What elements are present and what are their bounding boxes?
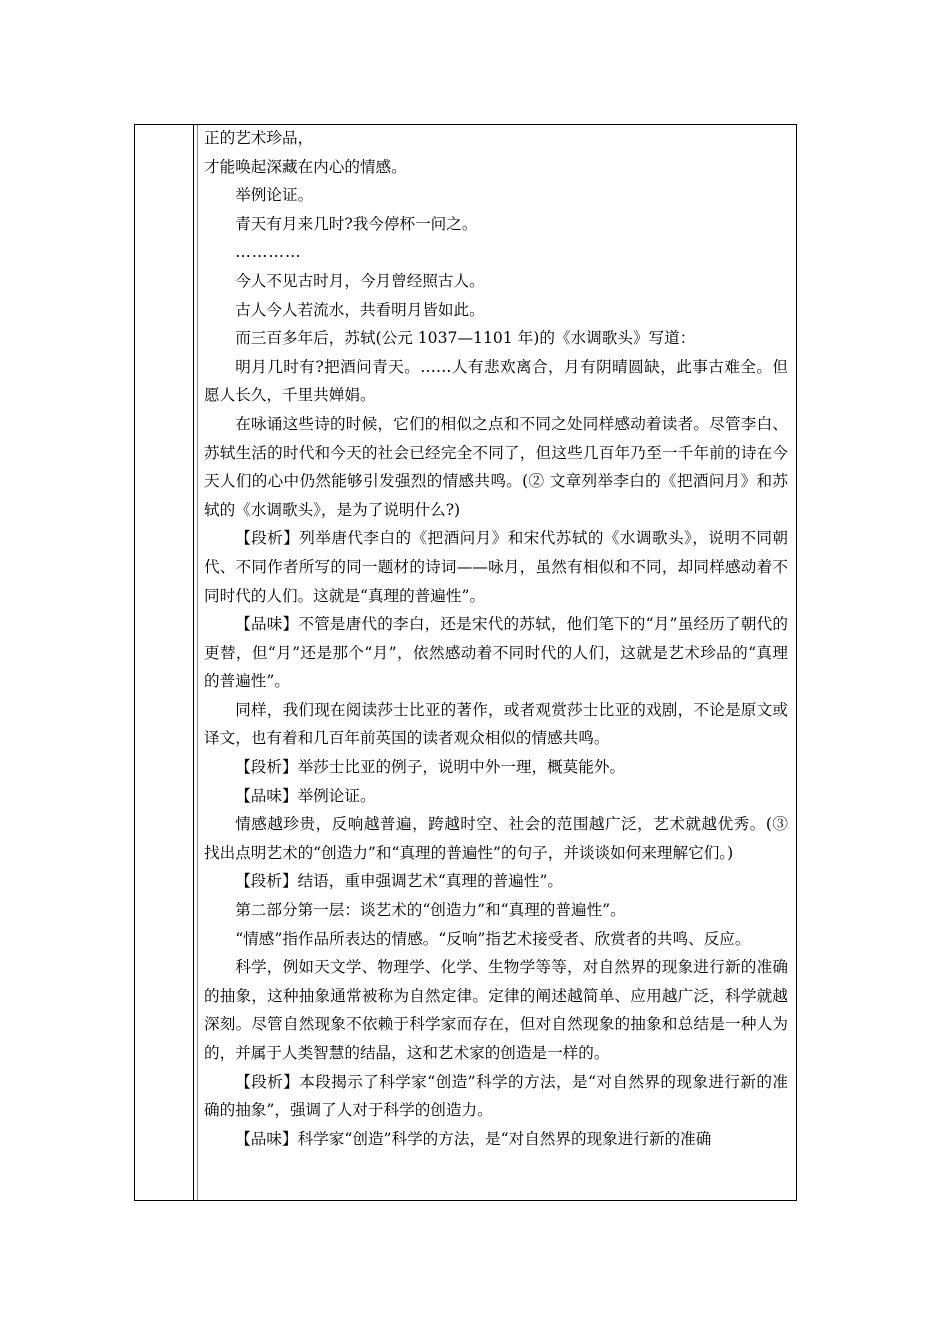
paragraph-reading-poems: 在咏诵这些诗的时候，它们的相似之点和不同之处同样感动着读者。尽管李白、苏轼生活的时代和今天的社会已经完全不同了，但这些几百年乃至一千年前的诗在今天人们的心中仍然能够引发强烈的情感共鸣。(② 文章列举李白的《把酒问月》和苏轼的《水调歌头》，是为了说明什么?) <box>204 414 788 519</box>
analysis-pinwei-2: 【品味】举例论证。 <box>235 786 376 805</box>
poem-line-2: 今人不见古时月，今月曾经照古人。 <box>235 271 485 290</box>
analysis-pinwei-3: 【品味】科学家“创造”科学的方法，是“对自然界的现象进行新的准确 <box>235 1129 712 1148</box>
analysis-duanxi-2: 【段析】举莎士比亚的例子，说明中外一理，概莫能外。 <box>235 758 626 777</box>
poem-line-1: 青天有月来几时?我今停杯一问之。 <box>235 214 478 233</box>
paragraph-3: 举例论证。 <box>235 186 314 205</box>
analysis-pinwei-1: 【品味】不管是唐代的李白，还是宋代的苏轼，他们笔下的“月”虽经历了朝代的更替，但“月”还是那个“月”，依然感动着不同时代的人们，这就是艺术珍品的“真理的普遍性”。 <box>204 615 788 691</box>
analysis-duanxi-4: 【段析】本段揭示了科学家“创造”科学的方法，是“对自然界的现象进行新的准确的抽象”，强调了人对于科学的创造力。 <box>204 1072 788 1120</box>
column-divider-inner <box>197 125 198 1200</box>
ellipsis-line: ………… <box>235 243 302 262</box>
poem-line-3: 古人今人若流水，共看明月皆如此。 <box>235 300 485 319</box>
paragraph-emotion-value: 情感越珍贵，反响越普遍，跨越时空、社会的范围越广泛，艺术就越优秀。(③ 找出点明艺术的“创造力”和“真理的普遍性”的句子，并谈谈如何来理解它们。) <box>204 815 788 862</box>
paragraph-science: 科学，例如天文学、物理学、化学、生物学等等，对自然界的现象进行新的准确的抽象，这种抽象通常被称为自然定律。定律的阐述越简单、应用越广泛，科学就越深刻。尽管自然现象不依赖于科学家而存在，但对自然现象的抽象和总结是一种人为的，并属于人类智慧的结晶，这和艺术家的创造是一样的。 <box>204 958 788 1062</box>
analysis-duanxi-1: 【段析】列举唐代李白的《把酒问月》和宋代苏轼的《水调歌头》，说明不同朝代、不同作者所写的同一题材的诗词——咏月，虽然有相似和不同，却同样感动着不同时代的人们。这就是“真理的普遍性”。 <box>204 529 788 605</box>
document-body <box>204 124 788 1201</box>
paragraph-shakespeare: 同样，我们现在阅读莎士比亚的著作，或者观赏莎士比亚的戏剧，不论是原文或译文，也有着和几百年前英国的读者观众相似的情感共鸣。 <box>204 700 788 748</box>
section-heading-part2: 第二部分第一层：谈艺术的“创造力”和“真理的普遍性”。 <box>235 901 626 920</box>
poem-shuidiao-getou: 明月几时有?把酒问青天。……人有悲欢离合，月有阴晴圆缺，此事古难全。但愿人长久，千里共婵娟。 <box>204 357 788 405</box>
paragraph-definitions: “情感”指作品所表达的情感。“反响”指艺术接受者、欣赏者的共鸣、反应。 <box>235 929 751 948</box>
paragraph-su-shi-intro: 而三百多年后，苏轼(公元 1037—1101 年)的《水调歌头》写道： <box>235 329 696 348</box>
column-divider <box>193 125 194 1200</box>
analysis-duanxi-3: 【段析】结语，重申强调艺术“真理的普遍性”。 <box>235 872 564 891</box>
paragraph-1: 正的艺术珍品， <box>204 129 314 147</box>
paragraph-2: 才能唤起深藏在内心的情感。 <box>204 157 407 176</box>
